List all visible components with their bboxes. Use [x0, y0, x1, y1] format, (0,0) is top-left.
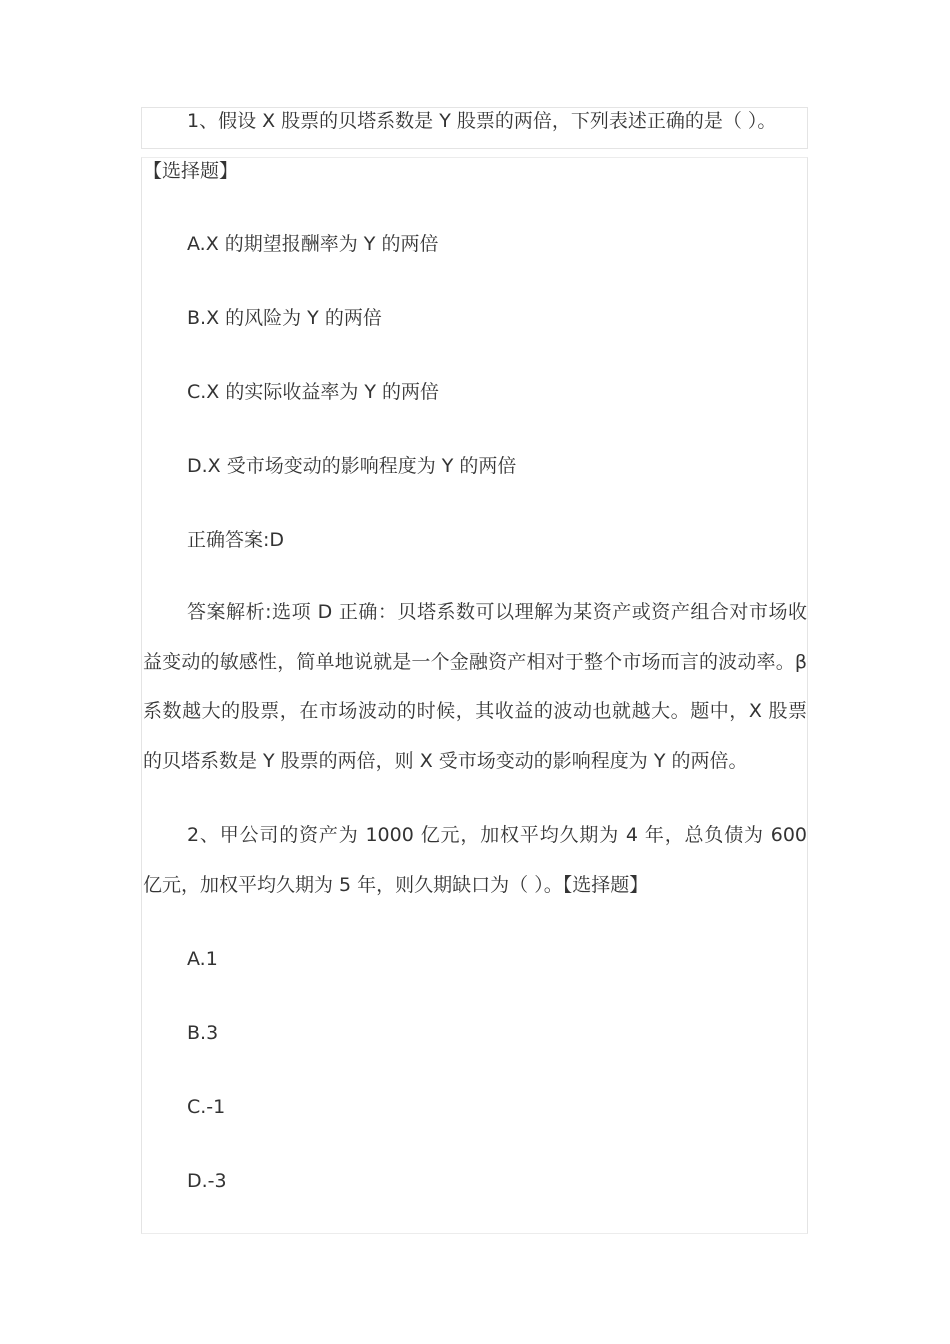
- q2-option-b: B.3: [187, 1022, 219, 1044]
- q1-option-a: A.X 的期望报酬率为 Y 的两倍: [187, 233, 439, 255]
- q2-option-a: A.1: [187, 948, 218, 970]
- q1-answer-analysis: 答案解析:选项 D 正确：贝塔系数可以理解为某资产或资产组合对市场收益变动的敏感性，简单地说就是一个金融资产相对于整个市场而言的波动率。β系数越大的股票，在市场波动的时候，其收益的波动也就越大。题中，X 股票的贝塔系数是 Y 股票的两倍，则 X 受市场变动的影响程度为 Y 的两倍。: [143, 601, 807, 772]
- q1-option-d: D.X 受市场变动的影响程度为 Y 的两倍: [187, 455, 517, 477]
- q2-option-c: C.-1: [187, 1096, 226, 1118]
- q1-stem: 1、假设 X 股票的贝塔系数是 Y 股票的两倍，下列表述正确的是（ ）。: [187, 110, 777, 132]
- q2-option-d: D.-3: [187, 1170, 227, 1192]
- q2-stem: 2、甲公司的资产为 1000 亿元，加权平均久期为 4 年，总负债为 600 亿元，加权平均久期为 5 年，则久期缺口为（ ）。【选择题】: [143, 824, 807, 896]
- q1-correct-answer: 正确答案:D: [187, 529, 285, 551]
- q1-type-tag: 【选择题】: [143, 160, 239, 182]
- q1-option-c: C.X 的实际收益率为 Y 的两倍: [187, 381, 440, 403]
- q1-option-b: B.X 的风险为 Y 的两倍: [187, 307, 382, 329]
